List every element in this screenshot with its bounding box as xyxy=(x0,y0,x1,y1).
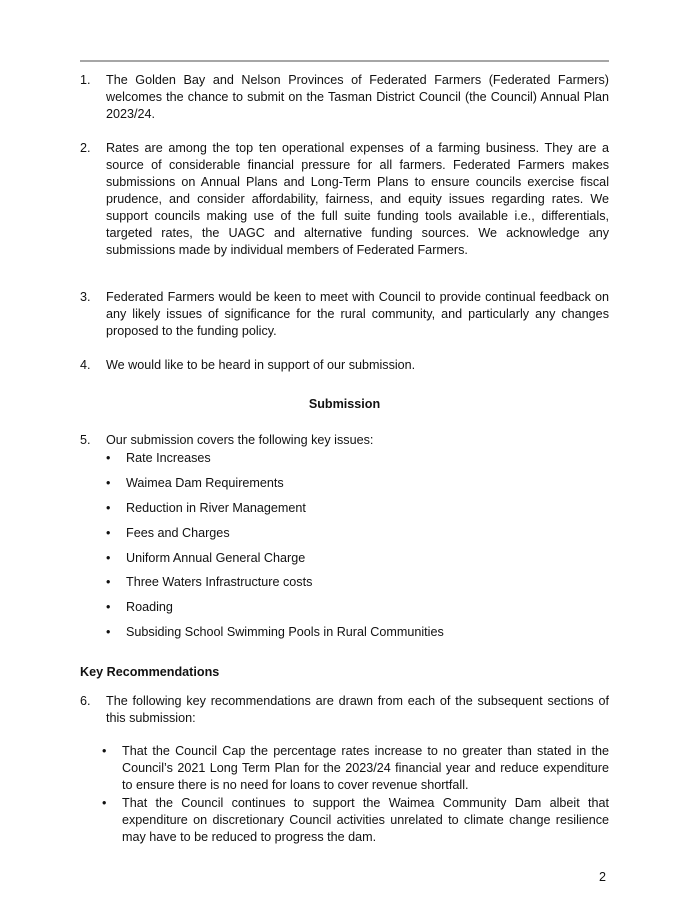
paragraph-line: prudence, and consider affordability, fairness, and equity issues regarding rates. We xyxy=(106,192,609,206)
list-item-text: Uniform Annual General Charge xyxy=(126,550,306,565)
paragraph-2 xyxy=(80,140,609,259)
paragraph-line: 2023/24. xyxy=(106,107,156,121)
paragraph-line: The following key recommendations are drawn from each of the subsequent sections of xyxy=(106,694,609,708)
list-item xyxy=(106,500,444,525)
list-item xyxy=(106,624,444,649)
paragraph-line: source of considerable financial pressure for all farmers. Federated Farmers makes xyxy=(106,158,609,172)
paragraph-1 xyxy=(80,72,609,123)
key-recommendations-heading: Key Recommendations xyxy=(80,665,220,679)
paragraph-line: submissions on Annual Plans and Long-Term Plans to ensure councils exercise fiscal xyxy=(106,175,609,189)
recommendations-list xyxy=(102,743,609,847)
list-item-line: to ensure there is no need for loans to cover revenue shortfall. xyxy=(122,778,469,792)
bullet-icon: • xyxy=(102,744,107,758)
bullet-icon: • xyxy=(106,525,111,540)
paragraph-5 xyxy=(80,432,609,449)
paragraph-number: 1. xyxy=(80,73,91,87)
paragraph-line: Our submission covers the following key issues: xyxy=(106,433,374,447)
list-item xyxy=(106,475,444,500)
list-item xyxy=(106,450,444,475)
paragraph-line: any likely issues of significance for the rural community, and particularly any changes xyxy=(106,307,609,321)
paragraph-line: submissions made by individual members of Federated Farmers. xyxy=(106,243,468,257)
bullet-icon: • xyxy=(106,500,111,515)
list-item-line: That the Council Cap the percentage rates increase to no greater than stated in the xyxy=(122,744,609,758)
page-number: 2 xyxy=(599,870,607,884)
paragraph-line: targeted rates, the UAGC and alternative funding sources. We acknowledge any xyxy=(106,226,609,240)
paragraph-6 xyxy=(80,693,609,727)
paragraph-line: The Golden Bay and Nelson Provinces of Federated Farmers (Federated Farmers) xyxy=(106,73,609,87)
paragraph-line: Rates are among the top ten operational expenses of a farming business. They are a xyxy=(106,141,609,155)
list-item-text: Subsiding School Swimming Pools in Rural Communities xyxy=(126,625,444,640)
paragraph-number: 2. xyxy=(80,141,91,155)
paragraph-line: Federated Farmers would be keen to meet with Council to provide continual feedback on xyxy=(106,290,609,304)
list-item-line: Council’s 2021 Long Term Plan for the 2023/24 financial year and reduce expenditure xyxy=(122,761,609,775)
paragraph-3 xyxy=(80,289,609,340)
paragraph-line: support councils making use of the full suite funding tools available i.e., differentials, xyxy=(106,209,609,223)
bullet-icon: • xyxy=(106,451,111,465)
bullet-icon: • xyxy=(102,796,107,810)
list-item-line: That the Council continues to support the Waimea Community Dam albeit that xyxy=(122,796,609,810)
paragraph-number: 3. xyxy=(80,290,91,304)
bullet-icon: • xyxy=(106,600,111,615)
paragraph-4 xyxy=(80,357,609,374)
bullet-icon: • xyxy=(106,475,111,490)
paragraph-number: 5. xyxy=(80,433,91,447)
list-item-text: Fees and Charges xyxy=(126,525,230,540)
list-item xyxy=(102,743,609,794)
submission-heading: Submission xyxy=(308,397,381,411)
bullet-icon: • xyxy=(106,575,111,590)
list-item xyxy=(106,550,444,575)
list-item-text: Rate Increases xyxy=(126,451,211,465)
paragraph-line: this submission: xyxy=(106,711,196,725)
paragraph-line: welcomes the chance to submit on the Tasman District Council (the Council) Annual Plan xyxy=(106,90,609,104)
list-item-text: Waimea Dam Requirements xyxy=(126,475,284,490)
list-item-line: may have to be reduced to progress the dam. xyxy=(122,830,377,844)
paragraph-number: 6. xyxy=(80,694,91,708)
list-item xyxy=(106,525,444,550)
list-item-text: Three Waters Infrastructure costs xyxy=(126,575,313,590)
paragraph-number: 4. xyxy=(80,358,91,372)
list-item xyxy=(106,574,444,599)
list-item-text: Reduction in River Management xyxy=(126,500,306,515)
list-item-line: expenditure on discretionary Council activities unrelated to climate change resilience xyxy=(122,813,609,827)
bullet-icon: • xyxy=(106,550,111,565)
list-item-text: Roading xyxy=(126,600,173,615)
paragraph-line: We would like to be heard in support of our submission. xyxy=(106,358,416,372)
list-item xyxy=(102,795,609,846)
list-item xyxy=(106,599,444,624)
header-rule xyxy=(80,60,609,62)
bullet-icon: • xyxy=(106,625,111,640)
paragraph-line: proposed to the funding policy. xyxy=(106,324,277,338)
key-issues-list xyxy=(106,450,444,649)
